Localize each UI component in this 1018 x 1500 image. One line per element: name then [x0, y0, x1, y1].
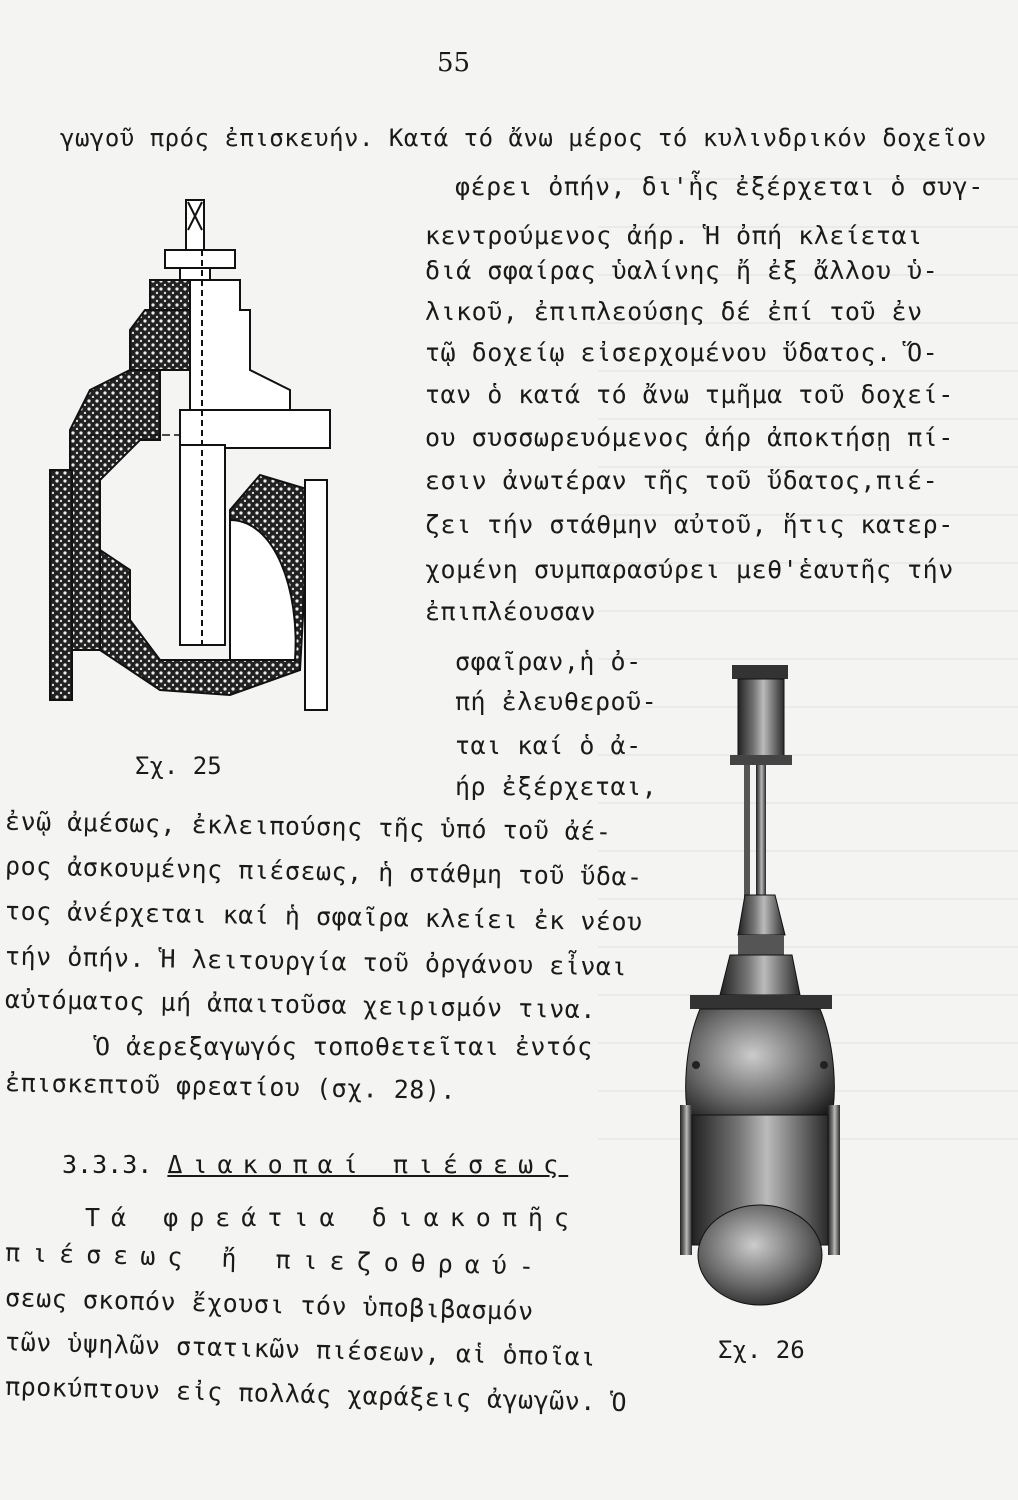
text-line: γωγοῦ πρός ἐπισκευήν. Κατά τό ἄνω μέρος τό κυλινδρικόν δοχεῖον — [60, 124, 987, 152]
text-line: τῶν ὑψηλῶν στατικῶν πιέσεων, αἱ ὁποῖαι — [4, 1327, 597, 1372]
section-number: 3.3.3. — [62, 1150, 153, 1179]
text-line: ἐνῷ ἀμέσως, ἐκλειπούσης τῆς ὑπό τοῦ ἀέ- — [4, 806, 612, 847]
text-line: ρος ἀσκουμένης πιέσεως, ἡ στάθμη τοῦ ὕδα- — [4, 851, 643, 892]
text-line: Ὁ ἀερεξαγωγός τοποθετεῖται ἐντός — [95, 1032, 593, 1061]
text-line: ἐπισκεπτοῦ φρεατίου (σχ. 28). — [4, 1068, 457, 1105]
text-line: ζει τήν στάθμην αὐτοῦ, ἥτις κατερ- — [425, 510, 954, 539]
text-line: λικοῦ, ἐπιπλεούσης δέ ἐπί τοῦ ἐν — [425, 297, 923, 326]
text-line: κεντρούμενος ἀήρ. Ἡ ὀπή κλείεται — [425, 221, 923, 250]
text-line: πή ἐλευθεροῦ- — [455, 687, 658, 716]
text-line: τος ἀνέρχεται καί ἡ σφαῖρα κλείει ἐκ νέου — [4, 896, 643, 937]
text-line: πιέσεως ἤ πιεζοθραύ- — [4, 1237, 547, 1282]
text-line: ταν ὁ κατά τό ἄνω τμῆμα τοῦ δοχεί- — [425, 380, 954, 409]
text-line: διά σφαίρας ὑαλίνης ἤ ἐξ ἄλλου ὑ- — [425, 256, 939, 285]
section-heading — [62, 1150, 568, 1179]
figure-25-valve-section — [30, 190, 350, 730]
text-line: ου συσσωρευόμενος ἀήρ ἀποκτήσῃ πί- — [425, 423, 954, 452]
text-line: σφαῖραν,ἡ ὀ- — [455, 647, 642, 676]
text-line: φέρει ὀπήν, δι'ἧς ἐξέρχεται ὁ συγ- — [455, 172, 984, 201]
text-line: αὐτόματος μή ἀπαιτοῦσα χειρισμόν τινα. — [4, 984, 597, 1025]
text-line: ἐπιπλέουσαν — [425, 597, 597, 626]
text-line: Τά φρεάτια διακοπῆς — [85, 1203, 580, 1232]
figure-26-caption: Σχ. 26 — [718, 1336, 805, 1364]
text-line: προκύπτουν εἰς πολλάς χαράξεις ἀγωγῶν. Ὁ — [4, 1371, 628, 1418]
text-line: ται καί ὁ ἀ- — [455, 731, 642, 760]
section-title: Διακοπαί πιέσεως — [167, 1150, 569, 1179]
text-line: εσιν ἀνωτέραν τῆς τοῦ ὕδατος,πιέ- — [425, 466, 939, 495]
text-line: σεως σκοπόν ἔχουσι τόν ὑποβιβασμόν — [4, 1283, 535, 1326]
page-number: 55 — [437, 48, 471, 78]
text-line: χομένη συμπαρασύρει μεθ'ἑαυτῆς τήν — [425, 555, 954, 584]
figure-25-caption: Σχ. 25 — [135, 752, 222, 780]
figure-26-valve-photo — [660, 665, 860, 1320]
text-line: τῷ δοχείῳ εἰσερχομένου ὕδατος. Ὅ- — [425, 338, 939, 367]
text-line: τήν ὀπήν. Ἡ λειτουργία τοῦ ὀργάνου εἶναι — [4, 941, 628, 982]
text-line: ήρ ἐξέρχεται, — [455, 772, 658, 801]
